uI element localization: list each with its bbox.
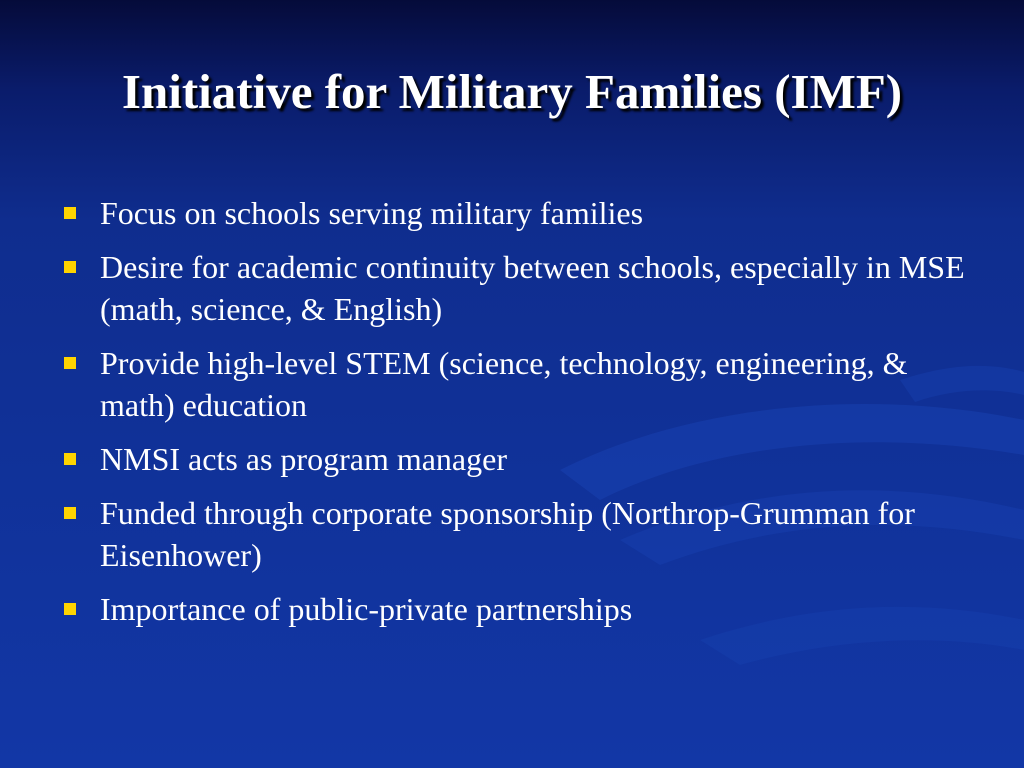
square-bullet-icon bbox=[64, 261, 76, 273]
square-bullet-icon bbox=[64, 603, 76, 615]
bullet-item bbox=[60, 246, 970, 330]
bullet-text: Focus on schools serving military families bbox=[100, 195, 644, 231]
bullet-item bbox=[60, 492, 970, 576]
bullet-text: Importance of public-private partnerships bbox=[100, 591, 633, 627]
slide-title: Initiative for Military Families (IMF) bbox=[121, 64, 903, 119]
square-bullet-icon bbox=[64, 357, 76, 369]
bullet-text: Desire for academic continuity between schools, especially in MSE (math, science, & English) bbox=[100, 249, 965, 327]
square-bullet-icon bbox=[64, 507, 76, 519]
bullet-list bbox=[60, 192, 970, 642]
square-bullet-icon bbox=[64, 453, 76, 465]
bullet-item bbox=[60, 192, 970, 234]
bullet-text: Provide high-level STEM (science, technology, engineering, & math) education bbox=[100, 345, 908, 423]
bullet-item bbox=[60, 438, 970, 480]
bullet-text: Funded through corporate sponsorship (Northrop-Grumman for Eisenhower) bbox=[100, 495, 915, 573]
bullet-text: NMSI acts as program manager bbox=[100, 441, 507, 477]
square-bullet-icon bbox=[64, 207, 76, 219]
bullet-item bbox=[60, 588, 970, 630]
bullet-item bbox=[60, 342, 970, 426]
